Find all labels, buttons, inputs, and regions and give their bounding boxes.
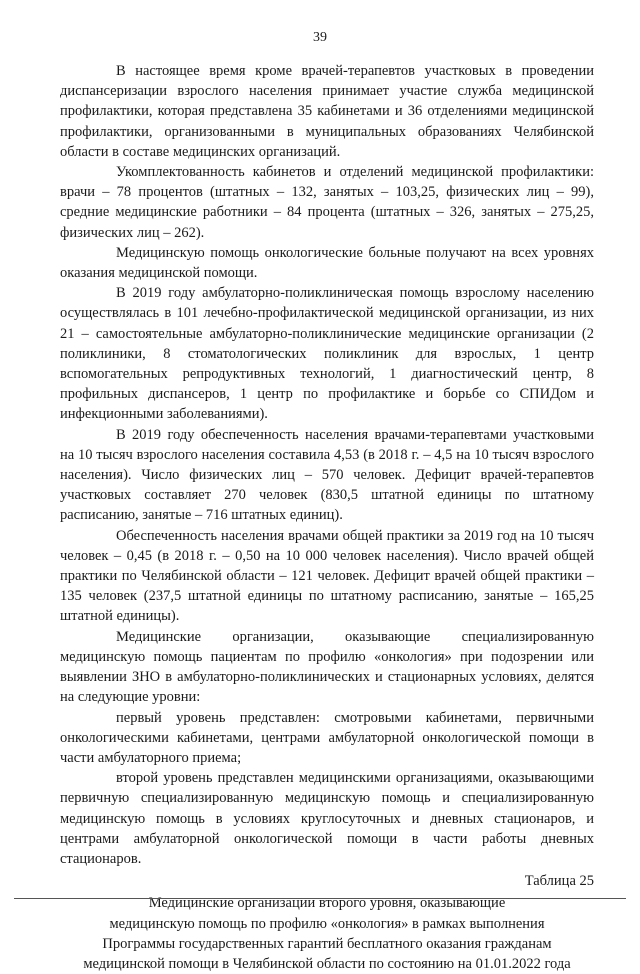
table-title-line: медицинской помощи в Челябинской области по состоянию на 01.01.2022 года xyxy=(83,955,571,972)
table-caption: Таблица 25 xyxy=(524,873,594,890)
paragraph-organization-levels: Медицинские организации, оказывающие специализированную медицинскую помощь пациентам по профилю «онкология» при подозрении или выявлении ЗНО в амбулаторно-поликлинических и стационарных условиях, делятся на следующие уровни: xyxy=(60,628,594,706)
paragraph-oncology-care: Медицинскую помощь онкологические больные получают на всех уровнях оказания медицинской помощи. xyxy=(60,244,594,282)
document-body xyxy=(60,61,594,974)
page-number: 39 xyxy=(313,30,327,45)
paragraph-staffing: Укомплектованность кабинетов и отделений медицинской профилактики: врачи – 78 процентов (штатных – 132, занятых – 103,25, физических лиц – 99), средние медицинские работники – 84 процента (штатных – 326, занятых – 275,25, физических лиц – 262). xyxy=(60,164,594,241)
page-bottom-rule xyxy=(14,898,626,899)
table-title xyxy=(60,893,594,974)
paragraph-second-level: второй уровень представлен медицинскими организациями, оказывающими первичную специализированную медицинскую помощь и специализированную медицинскую помощь в условиях круглосуточных и дневных стационаров, и центрами амбулаторной онкологической помощи в части работы дневных стационаров. xyxy=(60,770,594,867)
paragraph-prevention-service: В настоящее время кроме врачей-терапевтов участковых в проведении диспансеризации взрослого населения принимает участие служба медицинской профилактики, которая представлена 35 кабинетами и 36 отделениями медицинской профилактики, организованными в муниципальных образованиях Челябинской области в составе медицинских организаций. xyxy=(60,63,594,160)
paragraph-general-practice: Обеспеченность населения врачами общей практики за 2019 год на 10 тысяч человек – 0,45 (в 2018 г. – 0,50 на 10 000 человек населения). Число врачей общей практики по Челябинской области – 121 человек. Дефицит врачей общей практики – 135 человек (237,5 штатной единицы по штатному расписанию, занятые – 165,25 штатной единицы). xyxy=(60,527,594,625)
table-title-line: Медицинские организации второго уровня, оказывающие xyxy=(148,895,506,912)
paragraph-outpatient-2019: В 2019 году амбулаторно-поликлиническая помощь взрослому населению осуществлялась в 101 лечебно-профилактической медицинской организации, из них 21 – самостоятельные амбулаторно-поликлинические медицинские организации (2 поликлиники, 8 стоматологических поликлиник для взрослых, 1 центр вспомогательных репродуктивных технологий, 1 диагностический центр, 8 профильных диспансеров, 1 центр по профилактике и борьбе со СПИДом и инфекционными заболеваниями). xyxy=(60,285,594,423)
paragraph-first-level: первый уровень представлен: смотровыми кабинетами, первичными онкологическими кабинетами, центрами амбулаторной онкологической помощи в части амбулаторного приема; xyxy=(60,709,594,766)
paragraph-therapists-2019: В 2019 году обеспеченность населения врачами-терапевтами участковыми на 10 тысяч взрослого населения составила 4,53 (в 2018 г. – 4,5 на 10 тысяч взрослого населения). Число физических лиц – 570 человек. Дефицит врачей-терапевтов участковых составляет 270 человек (830,5 штатной единицы по штатному расписанию, занятые – 716 штатных единиц). xyxy=(60,426,594,524)
table-title-line: Программы государственных гарантий бесплатного оказания гражданам xyxy=(102,935,552,952)
table-title-line: медицинскую помощь по профилю «онкология» в рамках выполнения xyxy=(109,915,545,932)
